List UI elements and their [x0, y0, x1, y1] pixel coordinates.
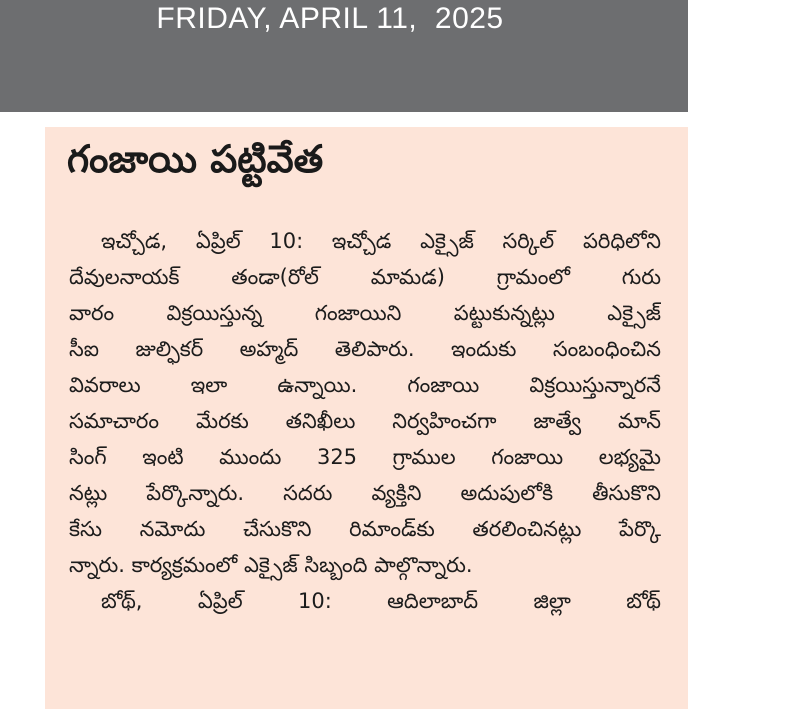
article-line: సమాచారం మేరకు తనిఖీలు నిర్వహించగా జాత్వే మాన్ — [69, 409, 661, 433]
publication-date: FRIDAY, APRIL 11, 2025 — [156, 2, 504, 35]
date-header-bar — [0, 0, 688, 112]
article-line: కేసు నమోదు చేసుకొని రిమాండ్‌కు తరలించినట్లు పేర్కొ — [69, 517, 661, 541]
article-line: బోథ్, ఏప్రిల్ 10: ఆదిలాబాద్ జిల్లా బోథ్ — [101, 589, 661, 613]
article-line: సీఐ జుల్ఫికర్ అహ్మద్ తెలిపారు. ఇందుకు సంబంధించిన — [69, 337, 661, 361]
article-line: నట్లు పేర్కొన్నారు. సదరు వ్యక్తిని అదుపులోకి తీసుకొని — [69, 481, 661, 505]
article-line: న్నారు. కార్యక్రమంలో ఎక్సైజ్ సిబ్బంది పాల్గొన్నారు. — [69, 553, 473, 577]
news-clipping — [45, 127, 688, 709]
article-headline: గంజాయి పట్టివేత — [67, 137, 324, 181]
article-line: ఇచ్చోడ, ఏప్రిల్ 10: ఇచ్చోడ ఎక్సైజ్ సర్కిల్ పరిధిలోని — [101, 229, 661, 253]
article-body — [69, 223, 661, 619]
article-line: సింగ్ ఇంటి ముందు 325 గ్రాముల గంజాయి లభ్యమై — [69, 445, 661, 469]
article-line: వారం విక్రయిస్తున్న గంజాయిని పట్టుకున్నట్లు ఎక్సైజ్ — [69, 301, 661, 325]
article-line: దేవులనాయక్ తండా(రోల్ మామడ) గ్రామంలో గురు — [69, 265, 661, 289]
article-line: వివరాలు ఇలా ఉన్నాయి. గంజాయి విక్రయిస్తున్నారనే — [69, 373, 661, 397]
